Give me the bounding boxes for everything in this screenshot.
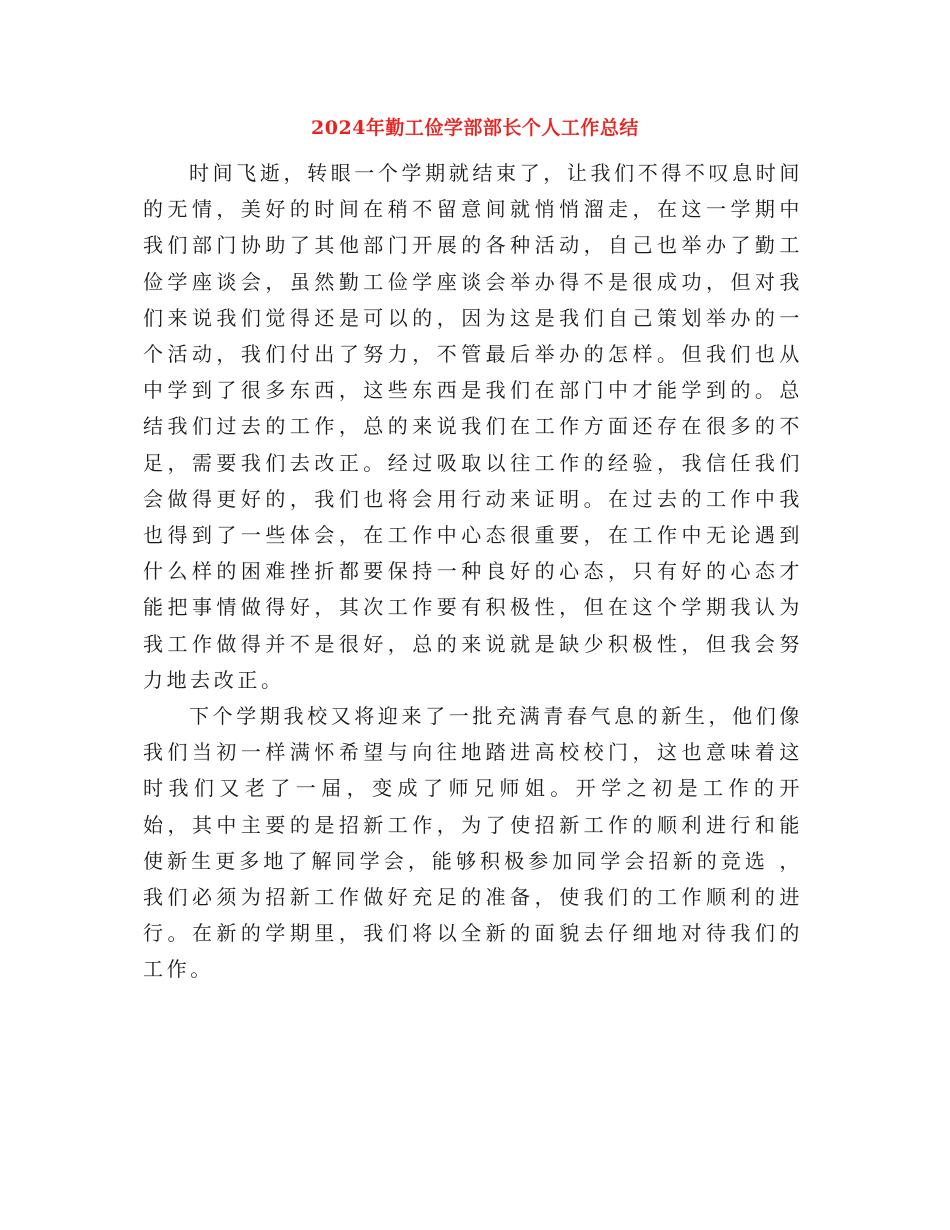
- paragraph-1: 时间飞逝，转眼一个学期就结束了，让我们不得不叹息时间的无情，美好的时间在稍不留意间就悄悄溜走，在这一学期中我们部门协助了其他部门开展的各种活动，自己也举办了勤工俭学座谈会，虽然勤工俭学座谈会举办得不是很成功，但对我们来说我们觉得还是可以的，因为这是我们自己策划举办的一个活动，我们付出了努力，不管最后举办的怎样。但我们也从中学到了很多东西，这些东西是我们在部门中才能学到的。总结我们过去的工作，总的来说我们在工作方面还存在很多的不足，需要我们去改正。经过吸取以往工作的经验，我信任我们会做得更好的，我们也将会用行动来证明。在过去的工作中我也得到了一些体会，在工作中心态很重要，在工作中无论遇到什么样的困难挫折都要保持一种良好的心态，只有好的心态才能把事情做得好，其次工作要有积极性，但在这个学期我认为我工作做得并不是很好，总的来说就是缺少积极性，但我会努力地去改正。: [143, 161, 803, 692]
- document-body: [143, 155, 803, 988]
- document-title: 2024年勤工俭学部部长个人工作总结: [311, 117, 639, 139]
- paragraph-2: 下个学期我校又将迎来了一批充满青春气息的新生，他们像我们当初一样满怀希望与向往地踏进高校校门，这也意味着这时我们又老了一届，变成了师兄师姐。开学之初是工作的开始，其中主要的是招新工作，为了使招新工作的顺利进行和能使新生更多地了解同学会，能够积极参加同学会招新的竞选 ，我们必须为招新工作做好充足的准备，使我们的工作顺利的进行。在新的学期里，我们将以全新的面貌去仔细地对待我们的工作。: [143, 704, 803, 982]
